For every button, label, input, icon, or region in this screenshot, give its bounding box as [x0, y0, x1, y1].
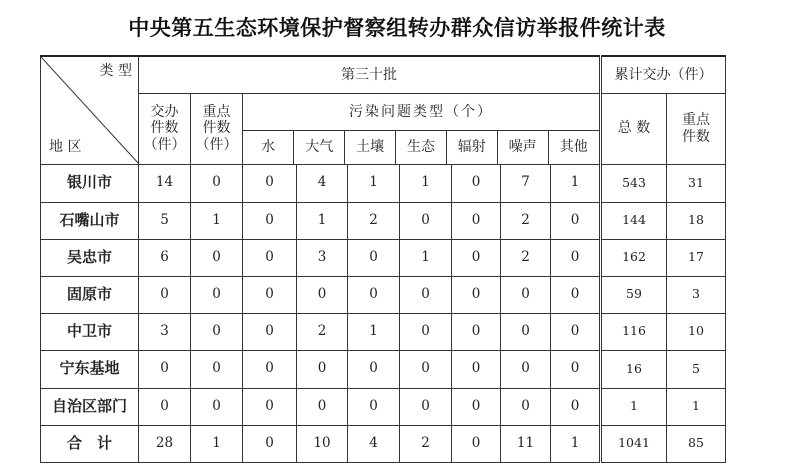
table-cell: 0 — [297, 388, 348, 425]
table-cell: 0 — [191, 350, 243, 388]
table-row — [41, 313, 726, 350]
table-cell: 4 — [348, 425, 400, 462]
table-cell: 0 — [243, 425, 297, 462]
table-cell: 1 — [348, 313, 400, 350]
table-cell: 0 — [551, 350, 601, 388]
table-cell: 11 — [501, 425, 551, 462]
table-cell: 162 — [601, 239, 667, 276]
region-label: 吴忠市 — [41, 239, 139, 276]
table-cell: 0 — [551, 202, 601, 239]
region-label: 中卫市 — [41, 313, 139, 350]
table-cell: 1 — [400, 239, 452, 276]
table-row — [41, 202, 726, 239]
table-cell: 0 — [551, 388, 601, 425]
table-cell: 0 — [452, 350, 501, 388]
table-cell: 2 — [348, 202, 400, 239]
table-cell: 5 — [139, 202, 191, 239]
table-cell: 0 — [551, 276, 601, 313]
table-cell: 1041 — [601, 425, 667, 462]
corner-region-label: 地 区 — [49, 139, 82, 156]
table-row — [41, 388, 726, 425]
cumulative-total-header: 总 数 — [601, 93, 667, 164]
table-cell: 2 — [400, 425, 452, 462]
type-air: 大气 — [294, 131, 345, 164]
table-cell: 0 — [400, 313, 452, 350]
table-cell: 0 — [191, 164, 243, 202]
table-cell: 1 — [348, 164, 400, 202]
table-row — [41, 239, 726, 276]
table-cell: 3 — [667, 276, 726, 313]
table-cell: 0 — [243, 202, 297, 239]
table-cell: 0 — [348, 388, 400, 425]
table-cell: 0 — [297, 276, 348, 313]
table-cell: 1 — [297, 202, 348, 239]
table-cell: 0 — [400, 388, 452, 425]
table-cell: 3 — [297, 239, 348, 276]
table-cell: 0 — [400, 276, 452, 313]
table-cell: 1 — [400, 164, 452, 202]
table-cell: 28 — [139, 425, 191, 462]
table-cell: 1 — [551, 164, 601, 202]
cumulative-header: 累计交办（件） — [601, 56, 726, 93]
table-cell: 5 — [667, 350, 726, 388]
type-ecology: 生态 — [396, 131, 447, 164]
table-cell: 6 — [139, 239, 191, 276]
table-cell: 1 — [551, 425, 601, 462]
table-cell: 0 — [452, 164, 501, 202]
table-cell: 14 — [139, 164, 191, 202]
region-label: 固原市 — [41, 276, 139, 313]
table-row — [41, 425, 726, 462]
table-cell: 31 — [667, 164, 726, 202]
batch-header: 第三十批 — [139, 56, 601, 93]
key-count-header: 重点 件数 （件） — [191, 93, 243, 164]
table-cell: 0 — [191, 239, 243, 276]
region-label: 银川市 — [41, 164, 139, 202]
table-cell: 1 — [601, 388, 667, 425]
statistics-table — [40, 55, 726, 463]
table-cell: 2 — [297, 313, 348, 350]
table-cell: 85 — [667, 425, 726, 462]
table-cell: 116 — [601, 313, 667, 350]
table-cell: 543 — [601, 164, 667, 202]
corner-header — [41, 56, 139, 164]
table-cell: 0 — [551, 239, 601, 276]
pollution-type-header: 污染问题类型（个） — [243, 94, 599, 131]
table-cell: 0 — [452, 239, 501, 276]
table-cell: 10 — [667, 313, 726, 350]
table-cell: 0 — [452, 425, 501, 462]
table-cell: 0 — [400, 202, 452, 239]
type-other: 其他 — [548, 131, 599, 164]
table-cell: 1 — [191, 425, 243, 462]
table-cell: 2 — [501, 202, 551, 239]
cumulative-key-header: 重点 件数 — [667, 93, 726, 164]
table-cell: 0 — [348, 350, 400, 388]
table-cell: 0 — [400, 350, 452, 388]
table-cell: 0 — [551, 313, 601, 350]
table-cell: 16 — [601, 350, 667, 388]
region-label: 合 计 — [41, 425, 139, 462]
pollution-header-block — [243, 93, 601, 164]
type-soil: 土壤 — [345, 131, 396, 164]
table-cell: 2 — [501, 239, 551, 276]
table-cell: 0 — [139, 388, 191, 425]
table-cell: 0 — [452, 388, 501, 425]
page-title: 中央第五生态环境保护督察组转办群众信访举报件统计表 — [128, 16, 666, 40]
region-label: 宁东基地 — [41, 350, 139, 388]
table-cell: 10 — [297, 425, 348, 462]
table-cell: 0 — [243, 350, 297, 388]
table-cell: 0 — [243, 276, 297, 313]
handed-count-header: 交办 件数 （件） — [139, 93, 191, 164]
table-cell: 59 — [601, 276, 667, 313]
table-cell: 7 — [501, 164, 551, 202]
table-cell: 18 — [667, 202, 726, 239]
table-body — [41, 164, 726, 462]
table-cell: 0 — [501, 350, 551, 388]
table-cell: 144 — [601, 202, 667, 239]
region-label: 自治区部门 — [41, 388, 139, 425]
table-cell: 0 — [191, 388, 243, 425]
table-cell: 0 — [139, 350, 191, 388]
table-cell: 1 — [191, 202, 243, 239]
table-cell: 0 — [191, 276, 243, 313]
type-water: 水 — [243, 131, 294, 164]
table-cell: 0 — [243, 164, 297, 202]
table-cell: 0 — [348, 276, 400, 313]
table-row — [41, 276, 726, 313]
table-cell: 0 — [501, 313, 551, 350]
table-cell: 3 — [139, 313, 191, 350]
table-cell: 0 — [297, 350, 348, 388]
table-cell: 0 — [243, 239, 297, 276]
table-cell: 0 — [191, 313, 243, 350]
table-cell: 0 — [452, 202, 501, 239]
table-cell: 1 — [667, 388, 726, 425]
table-cell: 0 — [452, 313, 501, 350]
table-cell: 0 — [348, 239, 400, 276]
region-label: 石嘴山市 — [41, 202, 139, 239]
table-cell: 0 — [139, 276, 191, 313]
table-cell: 4 — [297, 164, 348, 202]
type-radiation: 辐射 — [446, 131, 497, 164]
table-cell: 0 — [501, 388, 551, 425]
type-noise: 噪声 — [497, 131, 548, 164]
table-cell: 17 — [667, 239, 726, 276]
table-cell: 0 — [452, 276, 501, 313]
table-row — [41, 164, 726, 202]
table-cell: 0 — [243, 388, 297, 425]
table-cell: 0 — [501, 276, 551, 313]
table-cell: 0 — [243, 313, 297, 350]
corner-type-label: 类 型 — [99, 63, 132, 79]
table-row — [41, 350, 726, 388]
